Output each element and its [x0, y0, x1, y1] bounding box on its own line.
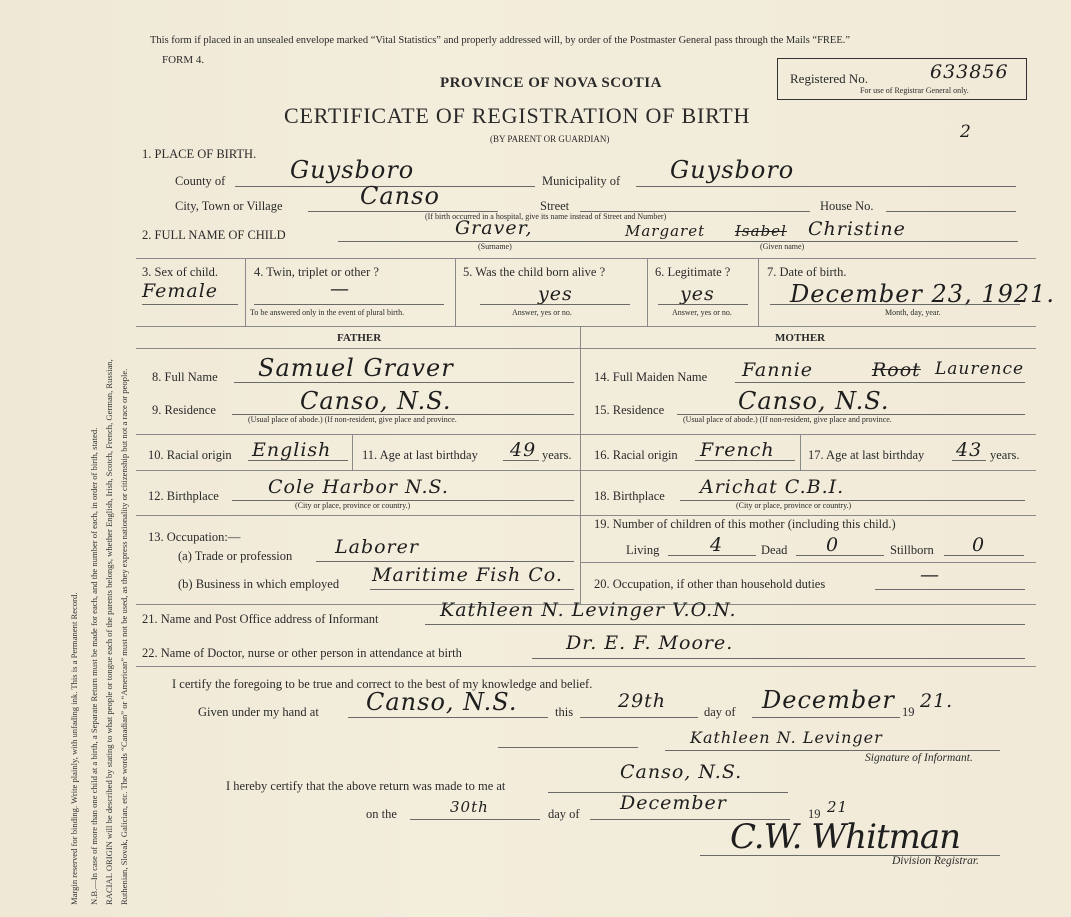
father-occupation-label: 13. Occupation:—	[148, 530, 241, 544]
margin-note-4: Ruthenian, Slovak, Galician, etc. The words “Canadian” or “American” must not be used, as they express nationality or citizenship but not a race or people.	[119, 368, 129, 905]
municipality-label: Municipality of	[542, 174, 621, 188]
informant-label: 21. Name and Post Office address of Informant	[142, 612, 379, 626]
father-business-label: (b) Business in which employed	[178, 577, 340, 591]
father-heading: FATHER	[337, 332, 382, 344]
municipality-value: Guysboro	[670, 156, 795, 184]
date-note: Month, day, year.	[885, 308, 941, 317]
stillborn-value: 0	[972, 534, 986, 556]
county-label: County of	[175, 174, 226, 188]
county-value: Guysboro	[290, 156, 415, 184]
province-heading: PROVINCE OF NOVA SCOTIA	[440, 75, 662, 91]
twin-label: 4. Twin, triplet or other ?	[254, 265, 379, 279]
mother-residence-label: 15. Residence	[594, 403, 665, 417]
city-value: Canso	[360, 182, 440, 210]
mother-heading: MOTHER	[775, 332, 826, 344]
father-birthplace: Cole Harbor N.S.	[268, 476, 449, 498]
father-business: Maritime Fish Co.	[372, 564, 563, 586]
on-the-label: on the	[366, 807, 397, 821]
father-residence: Canso, N.S.	[300, 387, 452, 415]
father-residence-label: 9. Residence	[152, 403, 216, 417]
mother-age: 43	[956, 439, 983, 461]
registrar-day: 30th	[450, 798, 489, 816]
registrar-day-of-label: day of	[548, 807, 580, 821]
living-label: Living	[626, 543, 660, 557]
mother-name-label: 14. Full Maiden Name	[594, 370, 708, 384]
certify-month: December	[762, 686, 895, 714]
child-given-2: Christine	[808, 218, 906, 240]
registered-label: Registered No.	[790, 71, 868, 86]
twin-note: To be answered only in the event of plural birth.	[250, 308, 405, 317]
mother-name-struck: Root	[872, 359, 921, 381]
child-name-label: 2. FULL NAME OF CHILD	[142, 228, 286, 242]
alive-label: 5. Was the child born alive ?	[463, 265, 606, 279]
father-birthplace-note: (City or place, province or country.)	[295, 501, 411, 510]
legitimate-label: 6. Legitimate ?	[655, 265, 731, 279]
twin-value: —	[330, 278, 350, 300]
hospital-note: (If birth occurred in a hospital, give its name instead of Street and Number)	[425, 212, 667, 221]
registered-number: 633856	[930, 61, 1009, 83]
registrar-signature: C.W. Whitman	[730, 817, 961, 857]
father-years: years.	[542, 448, 572, 462]
given-label: Given under my hand at	[198, 705, 319, 719]
father-trade-label: (a) Trade or profession	[178, 549, 293, 563]
certify-year-prefix: 19	[902, 705, 915, 719]
father-racial: English	[252, 439, 332, 461]
city-label: City, Town or Village	[175, 199, 283, 213]
sex-label: 3. Sex of child.	[142, 265, 219, 279]
informant-value: Kathleen N. Levinger V.O.N.	[440, 599, 737, 621]
house-label: House No.	[820, 199, 874, 213]
given-place: Canso, N.S.	[366, 688, 518, 716]
mother-occupation-label: 20. Occupation, if other than household duties	[594, 577, 826, 591]
postal-notice: This form if placed in an unsealed envelope marked “Vital Statistics” and properly addressed will, by order of the Postmaster General pass through the Mails “FREE.”	[150, 35, 851, 46]
place-of-birth-label: 1. PLACE OF BIRTH.	[142, 147, 257, 161]
dead-value: 0	[826, 534, 840, 556]
margin-note-2: N.B.—In case of more than one child at a birth, a Separate Return must be made for each, and the number of each, in order of birth, stated.	[89, 427, 99, 905]
certify-text: I certify the foregoing to be true and correct to the best of my knowledge and belief.	[172, 677, 593, 691]
certify-day: 29th	[618, 690, 667, 712]
alive-note: Answer, yes or no.	[512, 308, 572, 317]
date-value: December 23, 1921.	[790, 280, 1056, 308]
stillborn-label: Stillborn	[890, 543, 934, 557]
father-residence-note: (Usual place of abode.) (If non-resident, give place and province.	[248, 415, 457, 424]
corner-mark: 2	[960, 122, 972, 142]
child-given-struck: Isabel	[735, 222, 787, 240]
margin-note-1: Margin reserved for binding. Write plainly, with unfading ink. This is a Permanent Record.	[69, 592, 79, 905]
mother-residence: Canso, N.S.	[738, 387, 890, 415]
date-label: 7. Date of birth.	[767, 265, 847, 279]
father-racial-label: 10. Racial origin	[148, 448, 232, 462]
sex-value: Female	[142, 280, 219, 302]
registrar-place: Canso, N.S.	[620, 761, 743, 783]
surname-caption: (Surname)	[478, 242, 512, 251]
margin-note-3: RACIAL ORIGIN will be described by stating to what people or tongue each of the parents belongs, whether English, Irish, Scotch, French, German, Russian,	[104, 359, 114, 905]
father-age: 49	[510, 439, 537, 461]
father-trade: Laborer	[335, 536, 419, 558]
child-surname: Graver,	[455, 217, 533, 239]
child-given-1: Margaret	[625, 222, 706, 240]
given-caption: (Given name)	[760, 242, 805, 251]
mother-birthplace: Arichat C.B.I.	[700, 476, 845, 498]
mother-occupation: —	[920, 564, 940, 586]
registrar-year: 21	[827, 798, 849, 816]
mother-racial-label: 16. Racial origin	[594, 448, 678, 462]
children-label: 19. Number of children of this mother (including this child.)	[594, 517, 896, 531]
registered-note: For use of Registrar General only.	[860, 86, 969, 95]
legitimate-value: yes	[680, 283, 715, 305]
informant-signature-caption: Signature of Informant.	[865, 752, 973, 764]
street-label: Street	[540, 199, 570, 213]
father-name: Samuel Graver	[258, 354, 454, 382]
father-birthplace-label: 12. Birthplace	[148, 489, 219, 503]
dead-label: Dead	[761, 543, 788, 557]
living-value: 4	[710, 534, 724, 556]
registrar-month: December	[620, 792, 727, 814]
alive-value: yes	[538, 283, 573, 305]
certify-year: 21.	[920, 690, 954, 712]
informant-signature: Kathleen N. Levinger	[690, 728, 883, 747]
certificate-subtitle: (BY PARENT OR GUARDIAN)	[490, 134, 610, 144]
this-label: this	[555, 705, 574, 719]
form-number: FORM 4.	[162, 54, 205, 66]
doctor-value: Dr. E. F. Moore.	[566, 632, 734, 654]
mother-racial: French	[700, 439, 775, 461]
mother-name-1: Fannie	[742, 359, 814, 381]
legitimate-note: Answer, yes or no.	[672, 308, 732, 317]
registrar-text: I hereby certify that the above return was made to me at	[226, 779, 506, 793]
certify-day-of-label: day of	[704, 705, 736, 719]
mother-birthplace-label: 18. Birthplace	[594, 489, 665, 503]
mother-birthplace-note: (City or place, province or country.)	[736, 501, 852, 510]
registrar-caption: Division Registrar.	[892, 855, 979, 867]
certificate-title: CERTIFICATE OF REGISTRATION OF BIRTH	[284, 103, 751, 128]
registrar-year-prefix: 19	[808, 807, 821, 821]
father-age-label: 11. Age at last birthday	[362, 448, 478, 462]
mother-years: years.	[990, 448, 1020, 462]
mother-name-2: Laurence	[935, 359, 1025, 379]
doctor-label: 22. Name of Doctor, nurse or other person in attendance at birth	[142, 646, 462, 660]
father-name-label: 8. Full Name	[152, 370, 218, 384]
mother-residence-note: (Usual place of abode.) (If non-resident, give place and province.	[683, 415, 892, 424]
mother-age-label: 17. Age at last birthday	[808, 448, 925, 462]
